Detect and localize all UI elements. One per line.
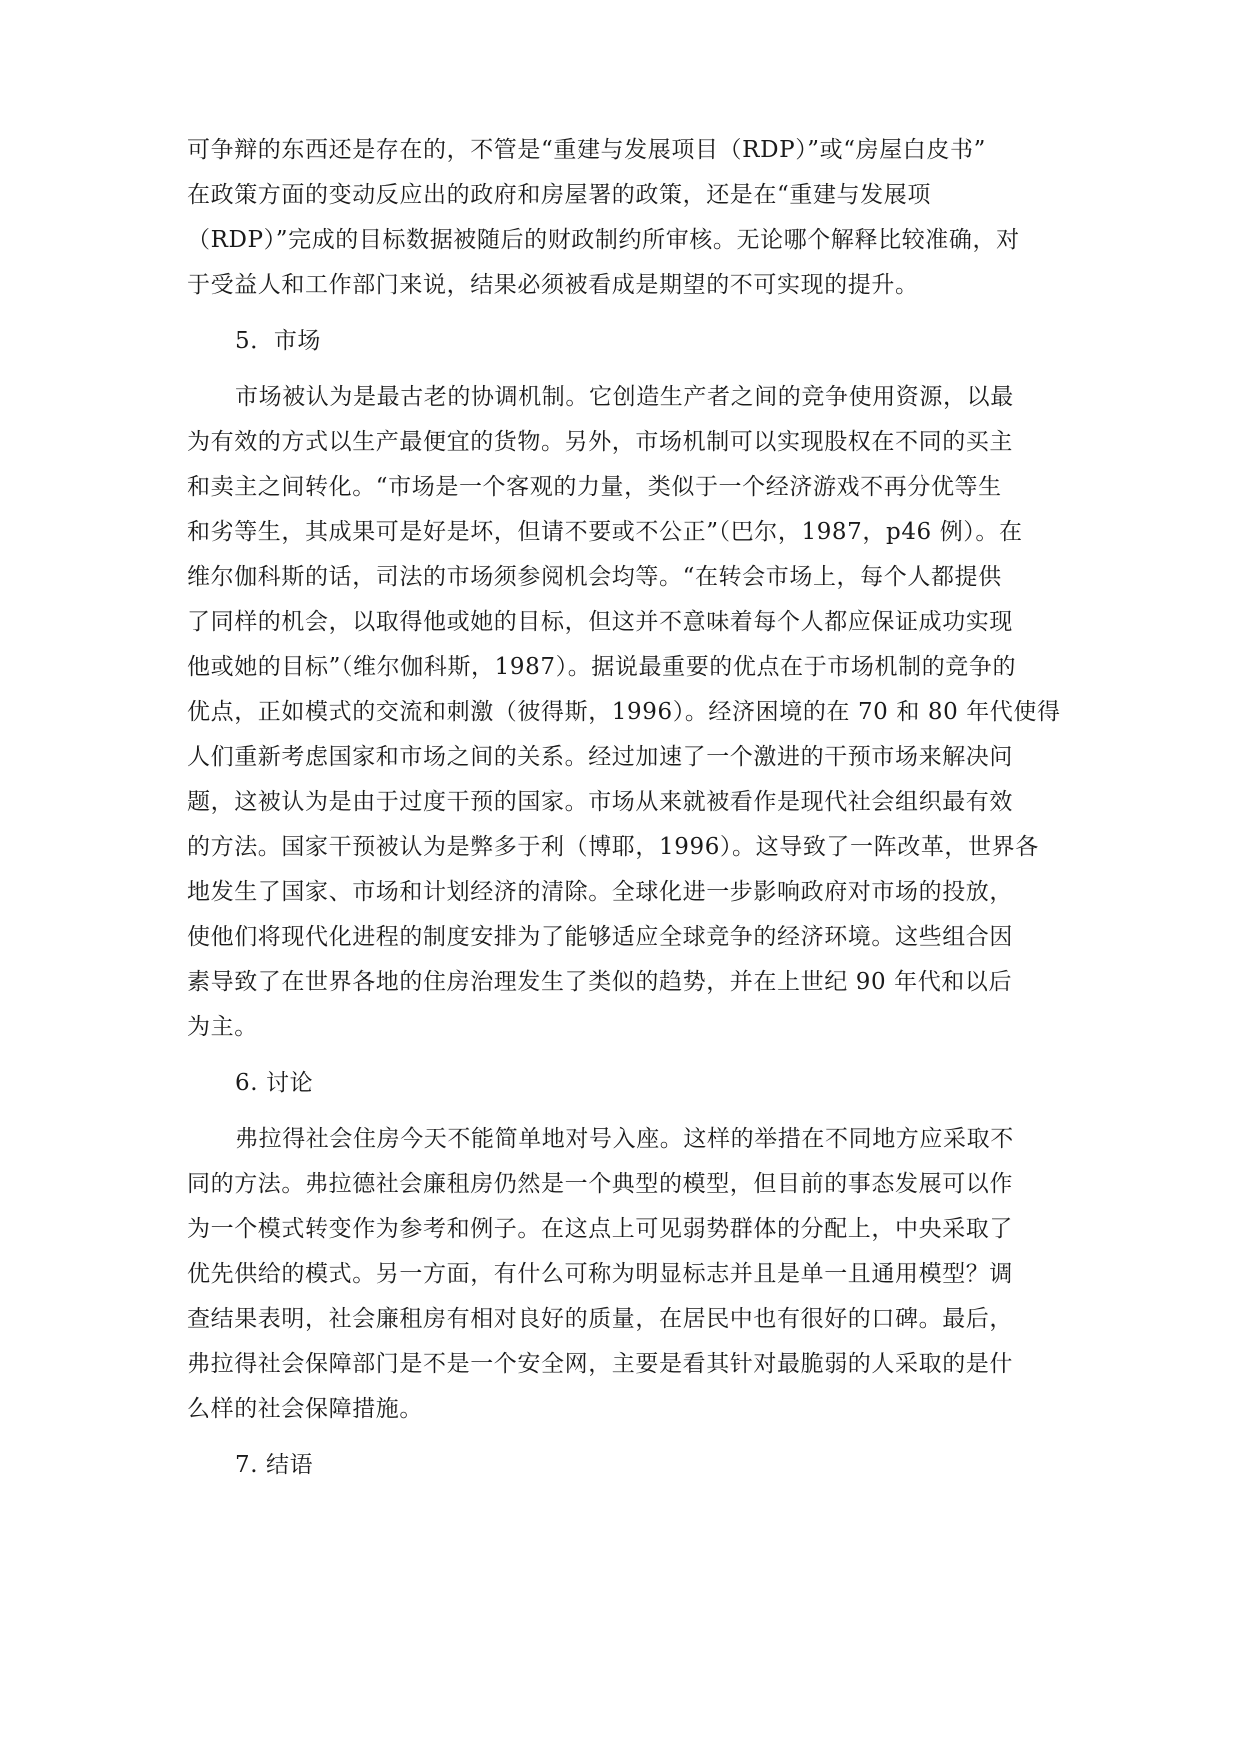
paragraph [187,375,1067,1050]
text-line: 优点，正如模式的交流和刺激（彼得斯，1996）。经济困境的在 70 和 80 年代使得 [187,699,1061,725]
text-line: 查结果表明，社会廉租房有相对良好的质量，在居民中也有很好的口碑。最后， [187,1306,1013,1332]
text-line: 弗拉得社会住房今天不能简单地对号入座。这样的举措在不同地方应采取不 [235,1126,1014,1152]
text-line: 素导致了在世界各地的住房治理发生了类似的趋势，并在上世纪 90 年代和以后 [187,969,1013,995]
text-line: 地发生了国家、市场和计划经济的清除。全球化进一步影响政府对市场的投放， [187,879,1013,905]
text-line: 为有效的方式以生产最便宜的货物。另外，市场机制可以实现股权在不同的买主 [187,429,1013,455]
paragraph [187,1117,1067,1432]
section-heading: 7. 结语 [235,1452,314,1478]
text-line: 市场被认为是最古老的协调机制。它创造生产者之间的竞争使用资源，以最 [235,384,1014,410]
text-line: 他或她的目标”（维尔伽科斯，1987）。据说最重要的优点在于市场机制的竞争的 [187,654,1017,680]
text-line: 为主。 [187,1014,258,1040]
text-line: 和卖主之间转化。“市场是一个客观的力量，类似于一个经济游戏不再分优等生 [187,474,1002,500]
paragraph [187,128,1067,308]
text-line: 于受益人和工作部门来说，结果必须被看成是期望的不可实现的提升。 [187,272,919,298]
section-heading: 5．市场 [235,328,322,354]
document-body [187,128,1067,1488]
text-line: 使他们将现代化进程的制度安排为了能够适应全球竞争的经济环境。这些组合因 [187,924,1013,950]
text-line: 同的方法。弗拉德社会廉租房仍然是一个典型的模型，但目前的事态发展可以作 [187,1171,1013,1197]
text-line: 在政策方面的变动反应出的政府和房屋署的政策，还是在“重建与发展项 [187,182,931,208]
text-line: 和劣等生，其成果可是好是坏，但请不要或不公正”（巴尔，1987，p46 例）。在 [187,519,1023,545]
text-line: 么样的社会保障措施。 [187,1396,423,1422]
text-line: 题，这被认为是由于过度干预的国家。市场从来就被看作是现代社会组织最有效 [187,789,1013,815]
text-line: 的方法。国家干预被认为是弊多于利（博耶，1996）。这导致了一阵改革，世界各 [187,834,1039,860]
text-line: 人们重新考虑国家和市场之间的关系。经过加速了一个激进的干预市场来解决问 [187,744,1013,770]
text-line: 弗拉得社会保障部门是不是一个安全网，主要是看其针对最脆弱的人采取的是什 [187,1351,1013,1377]
text-line: 为一个模式转变作为参考和例子。在这点上可见弱势群体的分配上，中央采取了 [187,1216,1013,1242]
text-line: （RDP）”完成的目标数据被随后的财政制约所审核。无论哪个解释比较准确，对 [187,227,1020,253]
text-line: 维尔伽科斯的话，司法的市场须参阅机会均等。“在转会市场上，每个人都提供 [187,564,1002,590]
text-line: 优先供给的模式。另一方面，有什么可称为明显标志并且是单一且通用模型？调 [187,1261,1013,1287]
section-heading: 6. 讨论 [235,1070,314,1096]
text-line: 可争辩的东西还是存在的，不管是“重建与发展项目（RDP）”或“房屋白皮书” [187,137,986,163]
text-line: 了同样的机会，以取得他或她的目标，但这并不意味着每个人都应保证成功实现 [187,609,1013,635]
